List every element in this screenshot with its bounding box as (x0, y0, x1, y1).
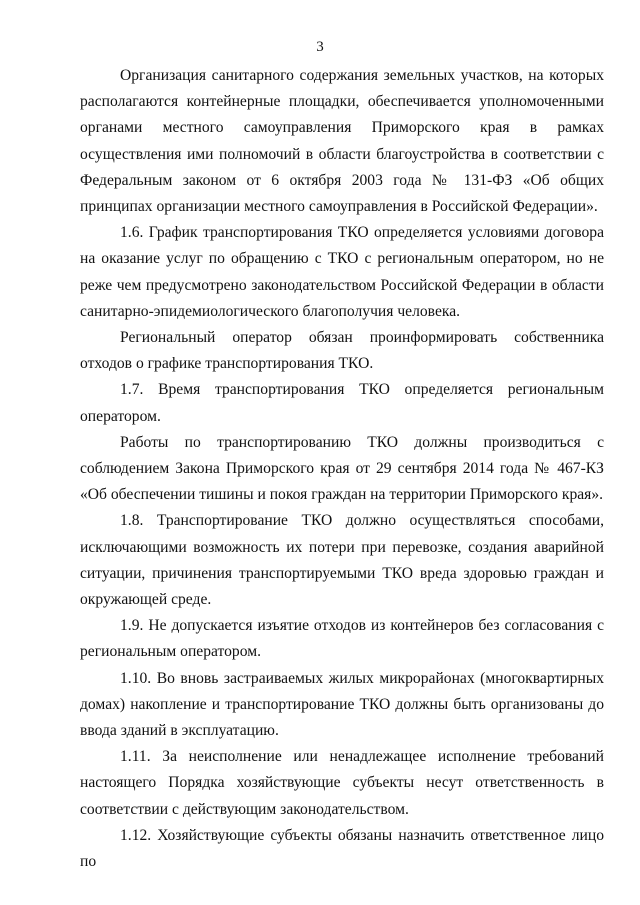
paragraph-1-6-schedule: 1.6. График транспортирования ТКО определяется условиями договора на оказание услуг по обращению с ТКО с региональным оператором, но не реже чем предусмотрено законодательством Российской Федерации в области санитарно-эпидемиологического благополучия человека. (80, 224, 604, 320)
page-number: 3 (316, 39, 324, 55)
paragraph-1-11-liability: 1.11. За неисполнение или ненадлежащее исполнение требований настоящего Порядка хозяйствующие субъекты несут ответственность в соответствии с действующим законодательством. (80, 748, 604, 818)
paragraph-work-silence-law: Работы по транспортированию ТКО должны производиться с соблюдением Закона Приморского края от 29 сентября 2014 года № 467-КЗ «Об обеспечении тишины и покоя граждан на территории Приморского края». (80, 433, 604, 504)
paragraph-1-12-responsible-person: 1.12. Хозяйствующие субъекты обязаны назначить ответственное лицо по (80, 826, 604, 871)
paragraph-sanitary-maintenance: Организация санитарного содержания земельных участков, на которых располагаются контейнерные площадки, обеспечивается уполномоченными органами местного самоуправления Приморского края в рамках осуществления ими полномочий в области благоустройства в соответствии с Федеральным законом от 6 октября 2003 года № 131-ФЗ «Об общих принципах организации местного самоуправления в Российской Федерации». (80, 67, 604, 216)
paragraph-1-10-new-districts: 1.10. Во вновь застраиваемых жилых микрорайонах (многоквартирных домах) накопление и транспортирование ТКО должны быть организованы до ввода зданий в эксплуатацию. (80, 669, 604, 740)
document-body (80, 63, 604, 875)
paragraph-1-7-time: 1.7. Время транспортирования ТКО определяется региональным оператором. (80, 381, 604, 425)
paragraph-operator-inform: Региональный оператор обязан проинформировать собственника отходов о графике транспортирования ТКО. (80, 329, 604, 373)
paragraph-1-8-transport-methods: 1.8. Транспортирование ТКО должно осуществляться способами, исключающими возможность их потери при перевозке, создания аварийной ситуации, причинения транспортируемыми ТКО вреда здоровью граждан и окружающей среде. (80, 512, 604, 609)
paragraph-1-9-removal: 1.9. Не допускается изъятие отходов из контейнеров без согласования с региональным оператором. (80, 617, 604, 661)
